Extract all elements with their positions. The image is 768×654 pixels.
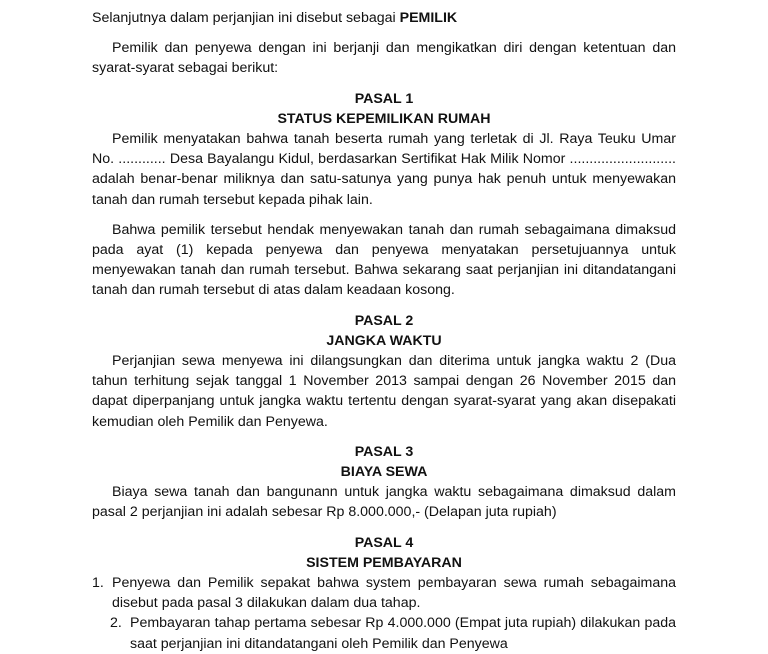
pasal-2-paragraph-1: Perjanjian sewa menyewa ini dilangsungkan dan diterima untuk jangka waktu 2 (Dua tahun terhitung sejak tanggal 1 November 2013 sampai dengan 26 November 2015 dan dapat diperpanjang untuk jangka waktu tertentu dengan syarat-syarat yang akan disepakati kemudian oleh Pemilik dan Penyewa. bbox=[92, 353, 676, 430]
pasal-4-number: PASAL 4 bbox=[354, 534, 414, 551]
pasal-3-paragraph-1: Biaya sewa tanah dan bangunann untuk jangka waktu sebagaimana dimaksud dalam pasal 2 perjanjian ini adalah sebesar Rp 8.000.000,- (Delapan juta rupiah) bbox=[92, 484, 676, 521]
pasal-1-section bbox=[92, 89, 676, 301]
owner-term: PEMILIK bbox=[399, 10, 458, 26]
payment-list bbox=[92, 573, 676, 654]
pasal-4-title: SISTEM PEMBAYARAN bbox=[306, 554, 462, 571]
list-item-number: 1. bbox=[92, 575, 104, 592]
pasal-1-paragraph-2: Bahwa pemilik tersebut hendak menyewakan tanah dan rumah sebagaimana dimaksud pada ayat (1) kepada penyewa dan penyewa menyatakan persetujuannya untuk menyewakan tanah dan rumah tersebut. Bahwa sekarang saat perjanjian ini ditandatangani tanah dan rumah tersebut di atas dalam keadaan kosong. bbox=[92, 221, 676, 299]
pasal-4-section bbox=[92, 533, 676, 654]
list-item-text: Pembayaran tahap pertama sebesar Rp 4.000.000 (Empat juta rupiah) dilakukan pada saat perjanjian ini ditandatangani oleh Pemilik dan Penyewa bbox=[130, 615, 676, 652]
pasal-3-number: PASAL 3 bbox=[354, 443, 414, 460]
pasal-1-paragraph-1: Pemilik menyatakan bahwa tanah beserta rumah yang terletak di Jl. Raya Teuku Umar No. ............ Desa Bayalangu Kidul, berdasarkan Sertifikat Hak Milik Nomor ........................... adalah benar-benar miliknya dan satu-satunya yang punya hak penuh untuk menyewakan tanah dan rumah tersebut kepada pihak lain. bbox=[92, 131, 676, 208]
pasal-1-title: STATUS KEPEMILIKAN RUMAH bbox=[277, 110, 491, 127]
pasal-1-number: PASAL 1 bbox=[354, 90, 414, 107]
intro-owner-line bbox=[92, 8, 676, 28]
document-page bbox=[92, 8, 676, 654]
list-item-number: 2. bbox=[110, 615, 122, 632]
pasal-3-title: BIAYA SEWA bbox=[340, 464, 428, 481]
list-item bbox=[92, 573, 676, 613]
pasal-2-title: JANGKA WAKTU bbox=[326, 332, 442, 349]
pasal-2-section bbox=[92, 311, 676, 432]
intro-owner-text: Selanjutnya dalam perjanjian ini disebut sebagai bbox=[92, 10, 400, 26]
list-item bbox=[92, 613, 676, 653]
pasal-2-number: PASAL 2 bbox=[354, 312, 414, 329]
pasal-3-section bbox=[92, 442, 676, 523]
agreement-paragraph: Pemilik dan penyewa dengan ini berjanji dan mengikatkan diri dengan ketentuan dan syarat-syarat sebagai berikut: bbox=[92, 40, 676, 77]
list-item-text: Penyewa dan Pemilik sepakat bahwa system pembayaran sewa rumah sebagaimana disebut pada pasal 3 dilakukan dalam dua tahap. bbox=[112, 575, 676, 612]
